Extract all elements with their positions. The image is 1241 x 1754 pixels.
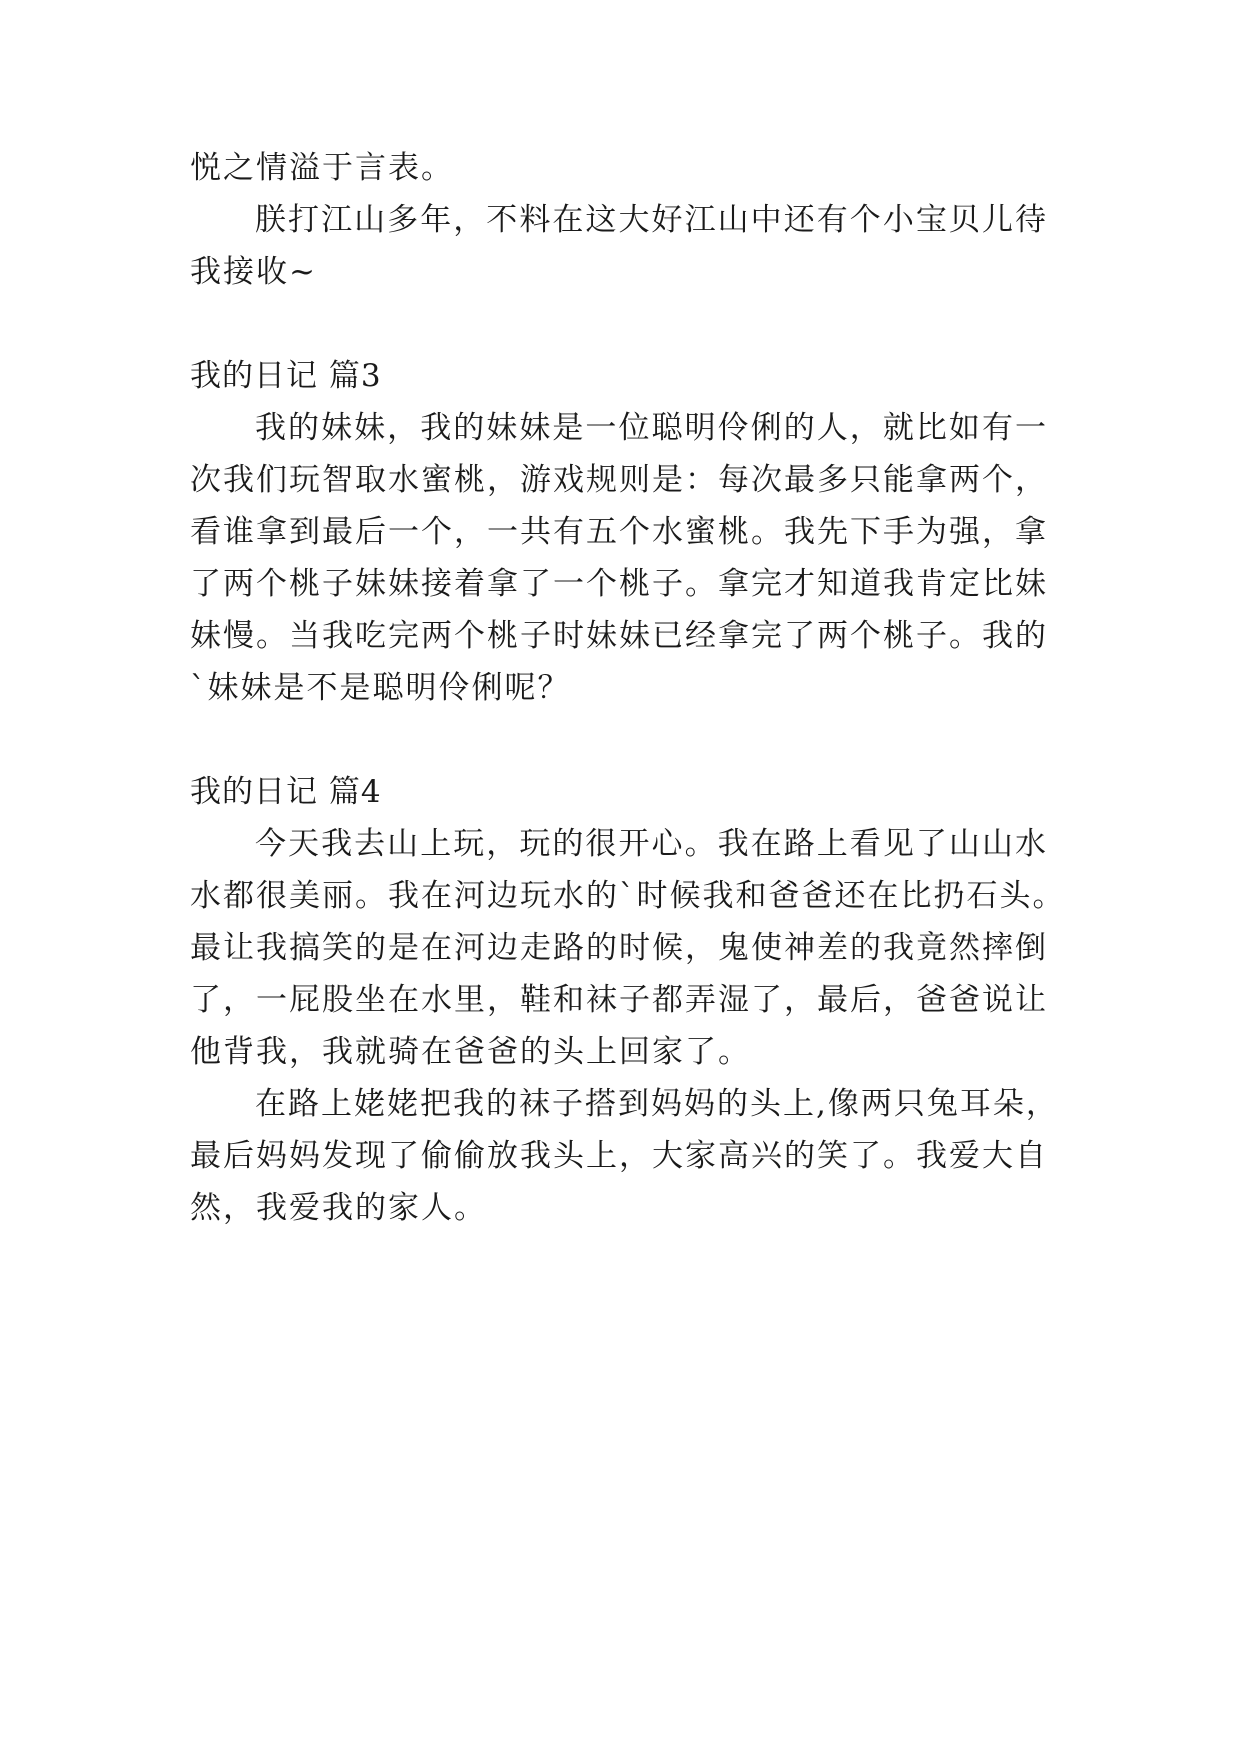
section-3-line-5: 妹慢。当我吃完两个桃子时妹妹已经拿完了两个桃子。我的 [190,618,1048,654]
section-4-p2-line-3: 然，我爱我的家人。 [190,1190,487,1226]
section-3-line-6: `妹妹是不是聪明伶俐呢？ [190,670,571,706]
intro-paragraph-line-2: 我接收~ [190,254,317,290]
intro-paragraph-line-1: 朕打江山多年，不料在这大好江山中还有个小宝贝儿待 [255,202,1048,238]
section-4-p1-line-4: 了，一屁股坐在水里，鞋和袜子都弄湿了，最后，爸爸说让 [190,982,1048,1018]
section-3-line-4: 了两个桃子妹妹接着拿了一个桃子。拿完才知道我肯定比妹 [190,566,1048,602]
section-3-line-1: 我的妹妹，我的妹妹是一位聪明伶俐的人，就比如有一 [255,410,1048,446]
section-4-p1-line-1: 今天我去山上玩，玩的很开心。我在路上看见了山山水 [255,826,1048,862]
section-4-p1-line-2: 水都很美丽。我在河边玩水的`时候我和爸爸还在比扔石头。 [190,878,1066,914]
section-4-p1-line-5: 他背我，我就骑在爸爸的头上回家了。 [190,1034,751,1070]
continuation-line-1: 悦之情溢于言表。 [190,150,454,186]
section-4-p1-line-3: 最让我搞笑的是在河边走路的时候，鬼使神差的我竟然摔倒 [190,930,1048,966]
section-4-p2-line-2: 最后妈妈发现了偷偷放我头上，大家高兴的笑了。我爱大自 [190,1138,1048,1174]
section-3-line-3: 看谁拿到最后一个，一共有五个水蜜桃。我先下手为强，拿 [190,514,1048,550]
section-4-heading: 我的日记 篇4 [190,774,382,810]
section-4-p2-line-1: 在路上姥姥把我的袜子搭到妈妈的头上,像两只兔耳朵， [255,1086,1059,1122]
section-3-line-2: 次我们玩智取水蜜桃，游戏规则是：每次最多只能拿两个， [190,462,1048,498]
section-3-heading: 我的日记 篇3 [190,358,382,394]
